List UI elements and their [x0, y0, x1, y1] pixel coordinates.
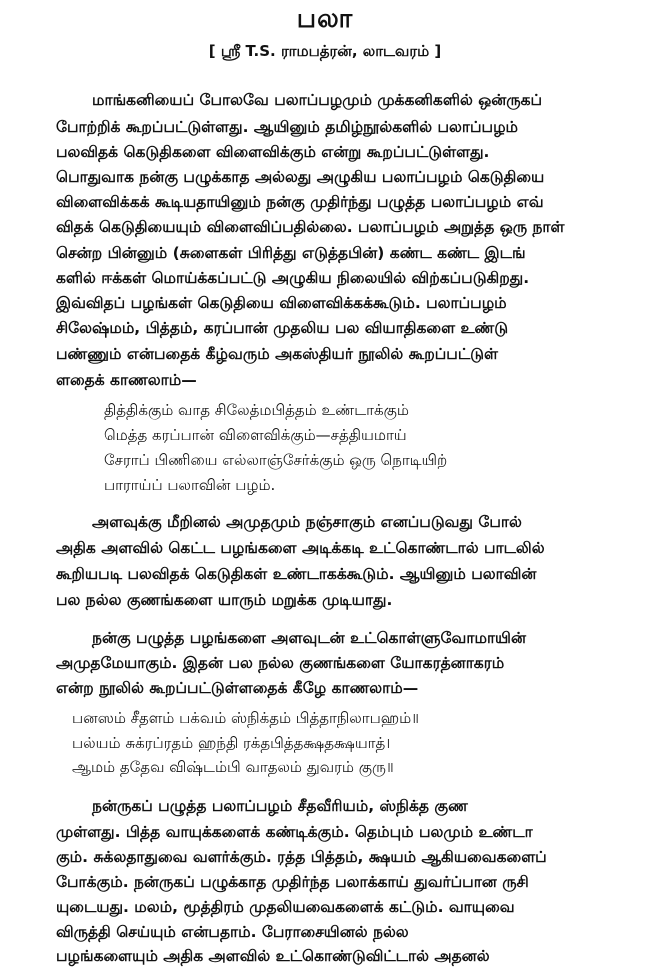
para3-line: நன்கு பழுத்த பழங்களை அளவுடன் உட்கொள்ளுவோமாயின்: [92, 629, 526, 647]
para1-line: விளைவிக்கக் கூடியதாயினும் நன்கு முதிர்ந்து பழுத்த பலாப்பழம் எவ்: [56, 193, 544, 211]
para1-line: போற்றிக் கூறப்பட்டுள்ளது. ஆயினும் தமிழ்நூல்களில் பலாப்பழம்: [56, 118, 519, 136]
para2-line: அளவுக்கு மீறினல் அமுதமும் நஞ்சாகும் எனப்படுவது போல்: [92, 513, 522, 531]
para4-line: யுடையது. மலம், மூத்திரம் முதலியவைகளைக் கட்டும். வாயுவை: [56, 898, 515, 916]
para3-line: அமுதமேயாகும். இதன் பல நல்ல குணங்களை யோகரத்னாகரம்: [56, 654, 505, 672]
para4-line: முள்ளது. பித்த வாயுக்களைக் கண்டிக்கும். தெம்பும் பலமும் உண்டா: [56, 823, 533, 841]
verse2-line: பனஸம் சீதளம் பக்வம் ஸ்நிக்தம் பித்தாநிலாபஹம்॥: [72, 709, 420, 727]
para1-line: சென்ற பின்னும் (சுளைகள் பிரித்து எடுத்தபின்) கண்ட கண்ட இடங்: [56, 244, 526, 262]
para4-line: பழங்களையும் அதிக அளவில் உட்கொண்டுவிட்டால் அதனல்: [56, 947, 490, 965]
para1-line: மாங்கனியைப் போலவே பலாப்பழமும் முக்கனிகளில் ஒன்ருகப்: [92, 91, 543, 109]
verse1-line: மெத்த கரப்பான் விளைவிக்கும்—சத்தியமாய்: [104, 426, 407, 444]
para4-line: விருத்தி செய்யும் என்பதாம். பேராசையினல் நல்ல: [56, 923, 409, 941]
para2-line: கூறியபடி பலவிதக் கெடுதிகள் உண்டாகக்கூடும். ஆயினும் பலாவின்: [56, 565, 537, 583]
verse2-line: ஆமம் ததேவ விஷ்டம்பி வாதலம் துவரம் குரு॥: [72, 758, 394, 776]
para1-line: பலவிதக் கெடுதிகளை விளைவிக்கும் என்று கூறப்பட்டுள்ளது.: [56, 143, 490, 161]
page-title: பலா: [296, 4, 354, 34]
verse2-line: பல்யம் சுக்ரப்ரதம் ஹந்தி ரக்தபித்தக்ஷதக்ஷயாத்।: [72, 734, 391, 752]
para1-line: களில் ஈக்கள் மொய்க்கப்பட்டு அழுகிய நிலையில் விற்கப்படுகிறது.: [56, 269, 530, 287]
para2-line: அதிக அளவில் கெட்ட பழங்களை அடிக்கடி உட்கொண்டால் பாடலில்: [56, 539, 545, 557]
para4-line: கும். சுக்லதாதுவை வளர்க்கும். ரத்த பித்தம், க்ஷயம் ஆகியவைகளைப்: [56, 848, 547, 866]
verse1-line: சேராப் பிணியை எல்லாஞ்சேர்க்கும் ஒரு நொடியிற்: [104, 451, 448, 469]
para1-line: பொதுவாக நன்கு பழுக்காத அல்லது அழுகிய பலாப்பழம் கெடுதியை: [56, 168, 545, 186]
verse1-line: தித்திக்கும் வாத சிலேத்மபித்தம் உண்டாக்கும்: [104, 401, 409, 419]
para1-line: பண்ணும் என்பதைக் கீழ்வரும் அகஸ்தியர் நூலில் கூறப்பட்டுள்: [56, 345, 498, 363]
para4-line: போக்கும். நன்ருகப் பழுக்காத முதிர்ந்த பலாக்காய் துவர்ப்பான ருசி: [56, 873, 529, 891]
para1-line: விதக் கெடுதியையும் விளைவிப்பதில்லை. பலாப்பழம் அறுத்த ஒரு நாள்: [56, 218, 565, 236]
para1-line: ளதைக் காணலாம்—: [56, 371, 197, 389]
para1-line: சிலேஷ்மம், பித்தம், கரப்பான் முதலிய பல வியாதிகளை உண்டு: [56, 319, 509, 337]
para1-line: இவ்விதப் பழங்கள் கெடுதியை விளைவிக்கக்கூடும். பலாப்பழம்: [56, 294, 507, 312]
para3-line: என்ற நூலில் கூறப்பட்டுள்ளதைக் கீழே காணலாம்—: [56, 679, 419, 697]
para2-line: பல நல்ல குணங்களை யாரும் மறுக்க முடியாது.: [56, 591, 393, 609]
verse1-line: பாராய்ப் பலாவின் பழம்.: [104, 476, 276, 494]
author-byline: [ ஸ்ரீ T.S. ராமபத்ரன், லாடவரம் ]: [208, 42, 442, 60]
para4-line: நன்ருகப் பழுத்த பலாப்பழம் சீதவீரியம், ஸ்நிக்த குண: [92, 797, 468, 815]
